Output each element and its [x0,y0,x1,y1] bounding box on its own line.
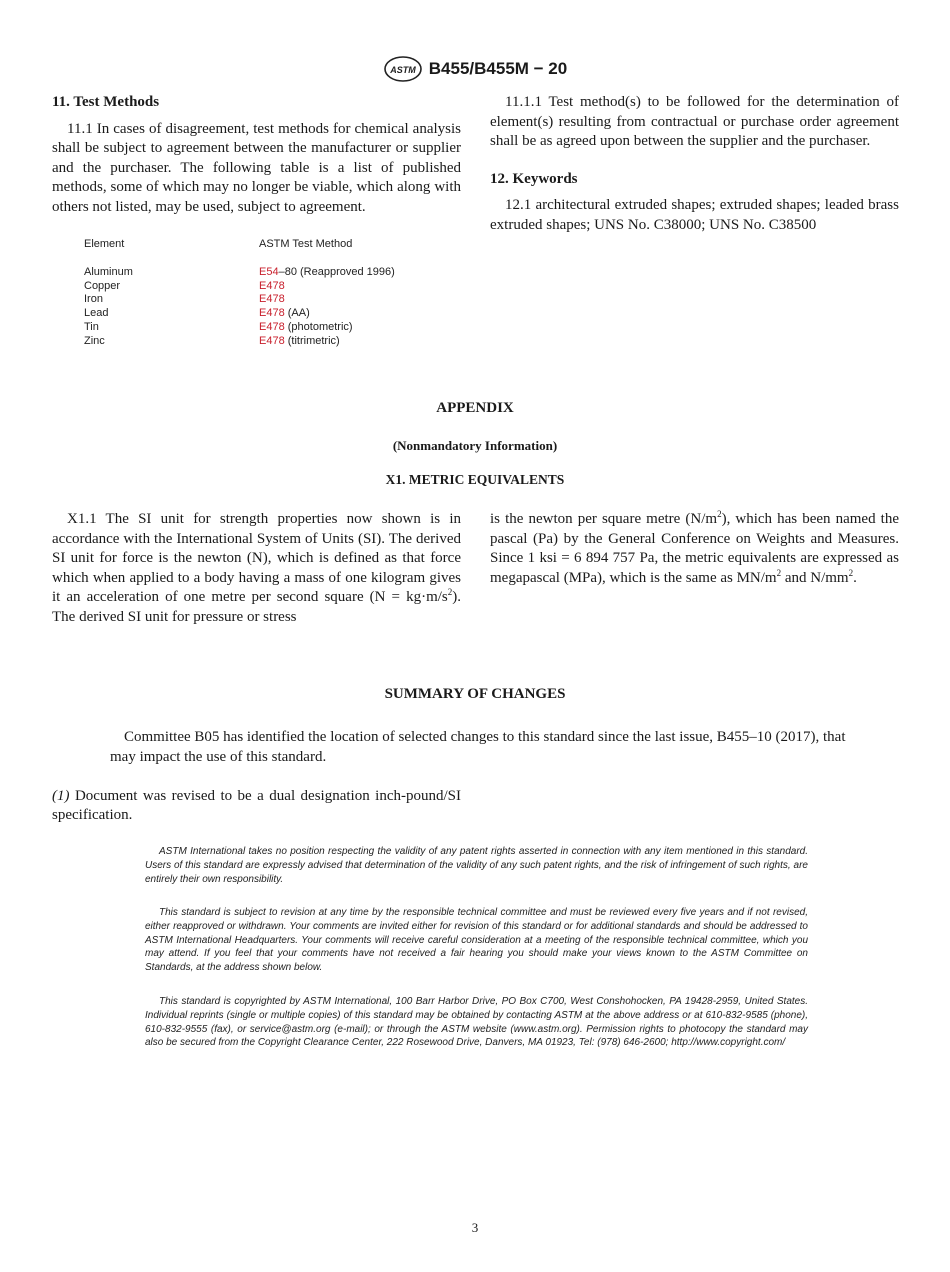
x1-right-sup-2: 2 [776,567,782,578]
method-reference-link[interactable]: E478 [259,293,285,306]
method-cell [259,280,395,294]
patent-notice [145,845,808,886]
patent-notice-text: ASTM International takes no position respecting the validity of any patent rights asserted in connection with any item mentioned in this standard. Users of this standard are expressly advised that determination of the validity of any such patent rights, and the risk of infringement of such rights, are entirely their own responsibility. [145,846,808,885]
table-header-row [84,238,395,266]
method-reference-link[interactable]: E478 [259,279,285,292]
element-cell: Lead [84,307,109,320]
page-header [0,56,950,82]
paragraph-11-1: 11.1 In cases of disagreement, test methods for chemical analysis shall be subject to agreement between the manufacturer or supplier and the purchaser. The following table is a list of published methods, some of which may no longer be viable, which along with others not listed, may be used, subject to agreement. [52,120,461,215]
element-cell: Iron [84,293,103,306]
copyright-notice [145,995,808,1050]
test-methods-table [84,238,395,349]
change-item [52,787,461,825]
page-number: 3 [471,1220,479,1235]
revision-notice [145,906,808,975]
method-note: –80 (Reapproved 1996) [278,265,395,278]
section-11-heading: 11. Test Methods [52,94,160,110]
change-text: Document was revised to be a dual designation inch-pound/SI specification. [52,788,461,823]
x1-left-text-b: ). The derived SI unit for pressure or stress [52,589,461,625]
section-12-heading: 12. Keywords [490,170,578,187]
method-note: (photometric) [284,320,353,333]
element-cell: Aluminum [84,265,133,278]
x1-right-text-a: is the newton per square metre (N/m [490,511,718,527]
method-reference-link[interactable]: E54 [259,265,279,278]
element-cell: Copper [84,279,121,292]
method-reference-link[interactable]: E478 [259,334,285,347]
table-row [84,335,395,349]
table-row [84,266,395,280]
element-cell: Tin [84,320,99,333]
method-cell [259,266,395,280]
revision-notice-text: This standard is subject to revision at any time by the responsible technical committee and must be reviewed every five years and if not revised, either reapproved or withdrawn. Your comments are invited either for revision of this standard or for additional standards and should be addressed to ASTM International Headquarters. Your comments will receive careful consideration at a meeting of the responsible technical committee, which you may attend. If you feel that your comments have not received a fair hearing you should make your views known to the ASTM Committee on Standards, at the address shown below. [145,907,808,974]
paragraph-12-1: 12.1 architectural extruded shapes; extruded shapes; leaded brass extruded shapes; UNS No. C38000; UNS No. C38500 [490,197,899,233]
document-designation: B455/B455M − 20 [428,59,568,78]
paragraph-11-1-1: 11.1.1 Test method(s) to be followed for the determination of element(s) resulting from contractual or purchase order agreement shall be as agreed upon between the supplier and the purchaser. [490,94,899,150]
summary-of-changes-title: SUMMARY OF CHANGES [384,686,566,702]
appendix-subtitle: (Nonmandatory Information) [392,438,558,453]
right-column [490,93,899,236]
x1-1-paragraph-left [52,510,461,628]
committee-statement [110,728,850,767]
method-cell [259,307,395,321]
x1-right-sup-1: 2 [717,509,722,519]
table-row [84,280,395,294]
method-cell [259,321,395,335]
copyright-notice-text: This standard is copyrighted by ASTM International, 100 Barr Harbor Drive, PO Box C700, West Conshohocken, PA 19428-2959, United States. Individual reprints (single or multiple copies) of this standard may be obtained by contacting ASTM at the above address or at 610-832-9585 (phone), 610-832-9555 (fax), or service@astm.org (e-mail); or through the ASTM website (www.astm.org). Permission rights to photocopy the standard may also be secured from the Copyright Clearance Center, 222 Rosewood Drive, Danvers, MA 01923, Tel: (978) 646-2600; http://www.copyright.com/ [145,996,808,1049]
method-note: (titrimetric) [284,334,340,347]
x1-left-sup: 2 [447,587,453,598]
x1-1-paragraph-right [490,510,899,588]
x1-right-text-d: . [853,569,857,586]
x1-right-text-b: ), which has been named the pascal (Pa) by the General Conference on Weights and Measures. Since 1 ksi = 6 894 757 Pa, the metric equivalents are expressed as megapascal (MPa), which is the same as MN/m [490,511,899,586]
method-reference-link[interactable]: E478 [259,320,285,333]
astm-logo-icon [383,56,423,82]
column-header-element: Element [84,238,125,250]
x1-right-sup-3: 2 [848,567,854,578]
x1-title: X1. METRIC EQUIVALENTS [385,472,565,487]
method-cell [259,335,395,349]
method-cell [259,293,395,307]
x1-right-text-c: and N/mm [781,569,849,586]
x1-left-text-a: X1.1 The SI unit for strength properties now shown is in accordance with the International System of Units (SI). The derived SI unit for force is the newton (N), which is defined as that force which when applied to a body having a mass of one kilogram gives it an acceleration of one metre per second square (N = kg·m/s [52,511,461,606]
section-11 [52,93,461,218]
table-row [84,307,395,321]
appendix-title: APPENDIX [436,400,514,416]
method-reference-link[interactable]: E478 [259,307,285,320]
svg-text:ASTM: ASTM [390,65,416,75]
column-header-method: ASTM Test Method [259,238,353,250]
element-cell: Zinc [84,334,105,347]
committee-text: Committee B05 has identified the location of selected changes to this standard since the last issue, B455–10 (2017), that may impact the use of this standard. [110,729,846,765]
table-row [84,293,395,307]
method-note: (AA) [284,307,310,320]
table-row [84,321,395,335]
change-number: (1) [52,788,70,804]
